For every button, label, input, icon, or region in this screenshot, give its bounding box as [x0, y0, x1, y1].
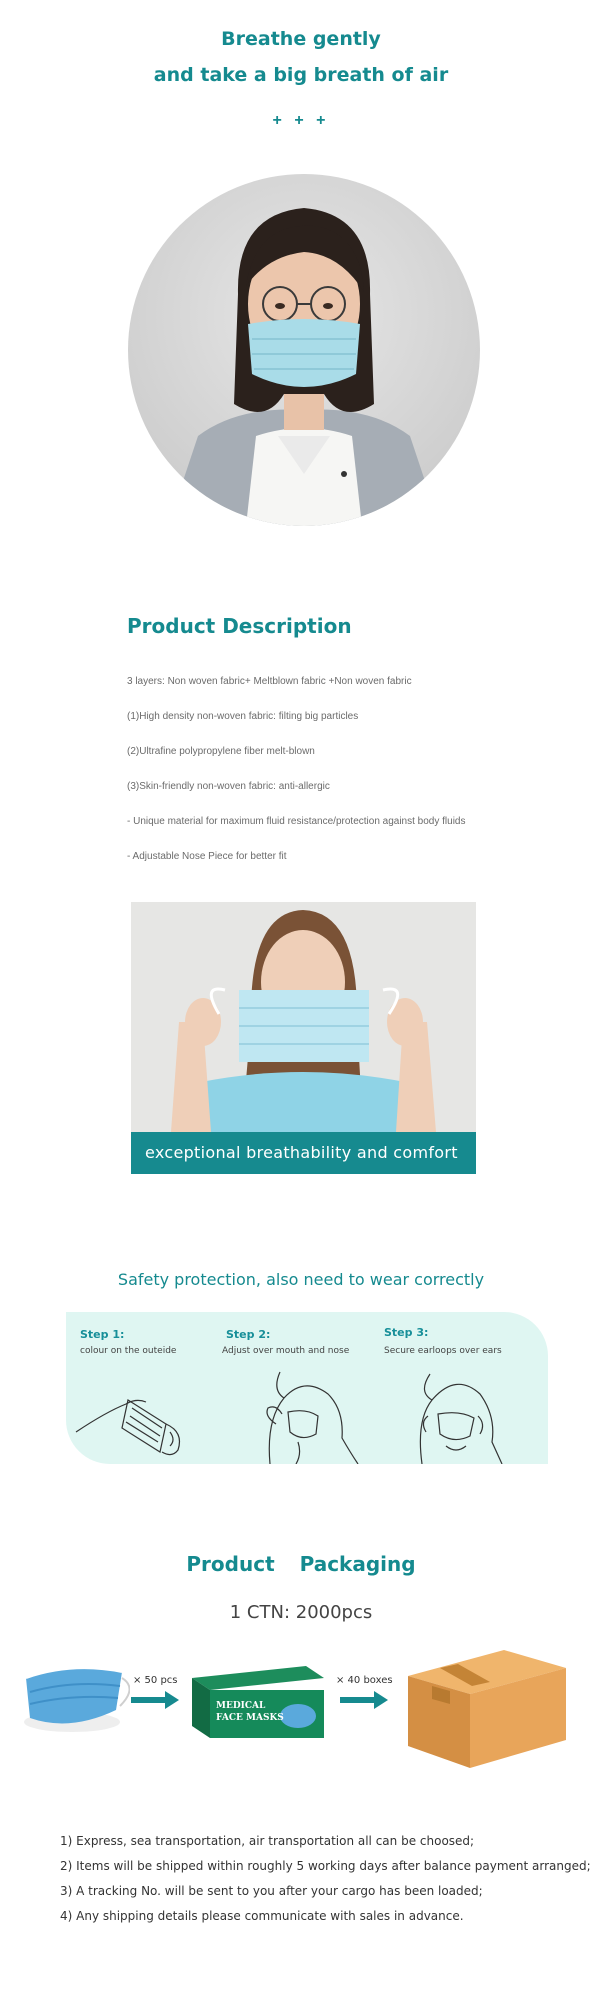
step-3-text: Secure earloops over ears: [384, 1346, 502, 1356]
step-1-text: colour on the outeide: [80, 1346, 177, 1356]
description-line-nose: - Adjustable Nose Piece for better fit: [127, 851, 287, 862]
step-1-label: Step 1:: [80, 1328, 125, 1341]
wearing-steps-panel: [66, 1312, 548, 1464]
step-2-text: Adjust over mouth and nose: [222, 1346, 350, 1356]
decorative-plus-signs: + + +: [272, 112, 330, 129]
shipping-note-4: 4) Any shipping details please communicate with sales in advance.: [60, 1909, 464, 1923]
description-line-2: (2)Ultrafine polypropylene fiber melt-blown: [127, 746, 315, 757]
description-line-layers: 3 layers: Non woven fabric+ Meltblown fabric +Non woven fabric: [127, 676, 412, 687]
shipping-note-3: 3) A tracking No. will be sent to you after your cargo has been loaded;: [60, 1884, 483, 1898]
shipping-carton-image: [404, 1646, 570, 1770]
hero-title-line2: and take a big breath of air: [153, 64, 449, 86]
step-2-label: Step 2:: [226, 1328, 271, 1341]
step-3-label: Step 3:: [384, 1326, 429, 1339]
breathability-banner: exceptional breathability and comfort: [131, 1132, 476, 1174]
carton-quantity: 1 CTN: 2000pcs: [229, 1602, 373, 1623]
mask-box-image: [188, 1658, 328, 1740]
pcs-per-box-label: × 50 pcs: [133, 1675, 178, 1686]
box-text-line2: FACE MASKS: [216, 1713, 284, 1723]
shipping-note-2: 2) Items will be shipped within roughly 5 working days after balance payment arranged;: [60, 1859, 591, 1873]
arrow-right-icon: [131, 1690, 181, 1710]
arrow-right-icon: [340, 1690, 390, 1710]
packaging-title: Product Packaging: [186, 1552, 416, 1576]
hero-model-photo: [128, 174, 480, 526]
safety-title: Safety protection, also need to wear correctly: [117, 1270, 485, 1289]
mask-stack-image: [20, 1648, 130, 1738]
shipping-note-1: 1) Express, sea transportation, air transportation all can be choosed;: [60, 1834, 475, 1848]
hero-title-line1: Breathe gently: [221, 28, 381, 50]
description-line-1: (1)High density non-woven fabric: filting big particles: [127, 711, 359, 722]
product-description-title: Product Description: [127, 614, 352, 638]
description-line-3: (3)Skin-friendly non-woven fabric: anti-allergic: [127, 781, 330, 792]
steps-illustration: [66, 1312, 548, 1464]
description-line-fluid: - Unique material for maximum fluid resistance/protection against body fluids: [127, 816, 466, 827]
boxes-per-carton-label: × 40 boxes: [336, 1675, 393, 1686]
box-text-line1: MEDICAL: [216, 1701, 266, 1711]
model-holding-mask-photo: [131, 902, 476, 1174]
